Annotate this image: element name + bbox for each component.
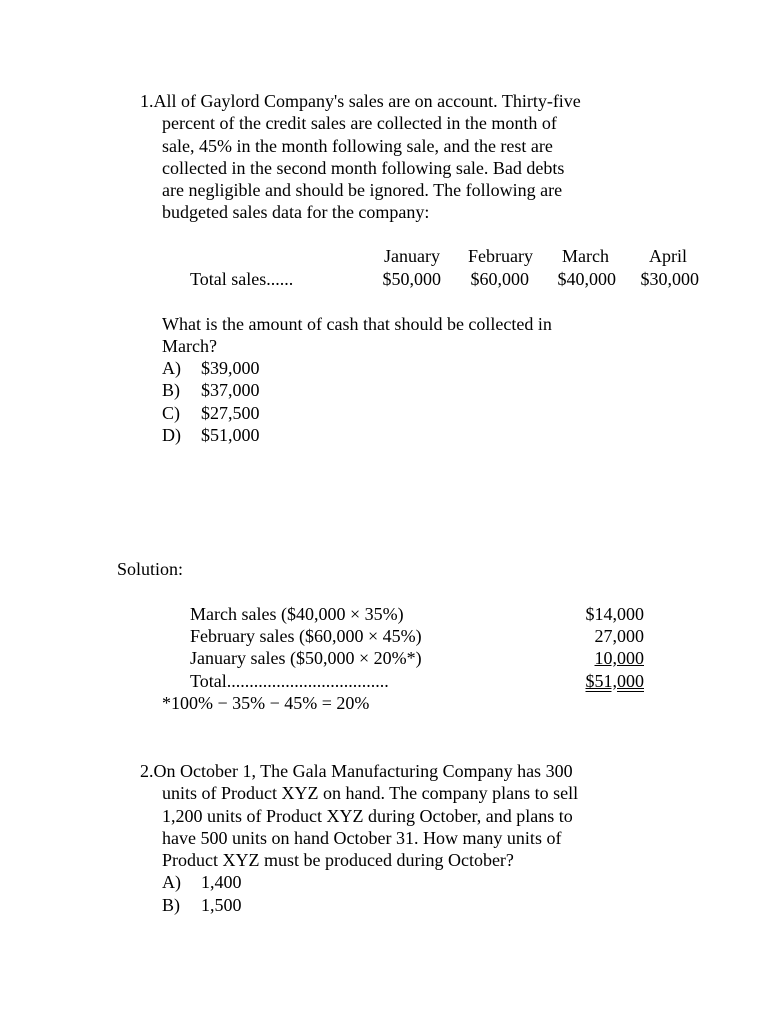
q2-option-b-value: 1,500 (201, 895, 242, 915)
q2-line-1: 2.On October 1, The Gala Manufacturing Company has 300 (140, 761, 573, 781)
solution-row-january-amount: 10,000 (594, 648, 644, 668)
solution-row-february-amount: 27,000 (594, 626, 644, 646)
q1-prompt-line-2: March? (162, 336, 217, 357)
q2-line-4: have 500 units on hand October 31. How many units of (162, 827, 562, 848)
sales-table-value-january: $50,000 (382, 269, 441, 289)
sales-table-header-february: February (468, 246, 533, 266)
solution-row-total-label: Total.................................... (190, 671, 389, 691)
q1-option-c-letter: C) (162, 403, 180, 423)
q1-line-2: percent of the credit sales are collected in the month of (162, 113, 557, 134)
solution-row-total-amount: $51,000 (585, 671, 644, 691)
q2-line-2: units of Product XYZ on hand. The company plans to sell (162, 783, 579, 804)
solution-footnote: *100% − 35% − 45% = 20% (162, 693, 370, 713)
q1-option-a-letter: A) (162, 358, 181, 378)
solution-row-february-label: February sales ($60,000 × 45%) (190, 626, 422, 646)
q1-option-d-value: $51,000 (201, 425, 260, 445)
q1-option-a-value: $39,000 (201, 358, 260, 378)
question-1-stem (140, 90, 581, 224)
sales-table-value-february: $60,000 (470, 269, 529, 289)
q2-option-a-value: 1,400 (201, 872, 242, 892)
q1-option-b-letter: B) (162, 380, 180, 400)
q1-option-b-value: $37,000 (201, 380, 260, 400)
solution-row-march-label: March sales ($40,000 × 35%) (190, 604, 404, 624)
q2-option-a-letter: A) (162, 872, 181, 892)
question-2-stem (140, 760, 578, 871)
sales-table-value-april: $30,000 (640, 269, 699, 289)
solution-row-january-label: January sales ($50,000 × 20%*) (190, 648, 422, 668)
question-1-prompt (162, 313, 552, 358)
sales-table-header-april: April (649, 246, 687, 266)
sales-table-value-march: $40,000 (557, 269, 616, 289)
q1-line-5: are negligible and should be ignored. The following are (162, 180, 563, 201)
q1-line-6: budgeted sales data for the company: (162, 202, 430, 223)
q1-line-4: collected in the second month following sale. Bad debts (162, 157, 565, 178)
q2-line-3: 1,200 units of Product XYZ during October, and plans to (162, 805, 573, 826)
sales-table-header-march: March (562, 246, 609, 266)
q1-option-c-value: $27,500 (201, 403, 260, 423)
solution-row-march-amount: $14,000 (585, 604, 644, 624)
solution-heading: Solution: (117, 559, 184, 579)
q2-line-5: Product XYZ must be produced during October? (162, 850, 514, 871)
q1-prompt-line-1: What is the amount of cash that should be collected in (162, 314, 552, 334)
sales-table-header-january: January (384, 246, 440, 266)
q1-line-3: sale, 45% in the month following sale, and the rest are (162, 135, 553, 156)
q1-option-d-letter: D) (162, 425, 181, 445)
q2-option-b-letter: B) (162, 895, 180, 915)
q1-line-1: 1.All of Gaylord Company's sales are on account. Thirty-five (140, 91, 581, 111)
sales-table-row-label: Total sales...... (190, 269, 294, 289)
